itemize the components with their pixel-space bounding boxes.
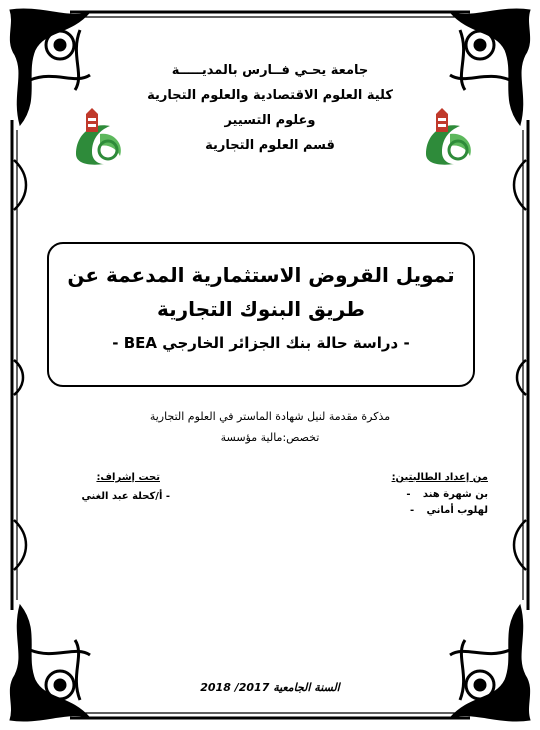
faculty-name-cont: وعلوم التسيير	[224, 113, 316, 128]
faculty-name: كلية العلوم الاقتصادية والعلوم التجارية	[147, 88, 393, 103]
institution-header	[120, 62, 420, 162]
student-name	[392, 489, 488, 500]
thesis-note: مذكرة مقدمة لنيل شهادة الماستر في العلوم التجارية	[149, 410, 391, 423]
thesis-subtitle: - دراسة حالة بنك الجزائر الخارجي BEA -	[112, 334, 410, 352]
corner-ornament-bottom-right	[450, 605, 530, 721]
supervisor-header: تحت إشراف:	[96, 472, 160, 483]
side-flourish-right	[514, 160, 526, 570]
department-name: قسم العلوم التجارية	[205, 138, 335, 153]
university-logo-icon	[420, 104, 478, 170]
thesis-title-box	[47, 242, 475, 387]
supervisor-section	[60, 472, 170, 502]
corner-ornament-bottom-left	[10, 605, 90, 721]
student-name-text: بن شهرة هند	[422, 489, 488, 500]
students-header: من إعداد الطالبتين:	[391, 472, 488, 483]
academic-year: السنة الجامعية 2017/ 2018	[200, 681, 340, 694]
student-name	[392, 505, 488, 516]
thesis-title: تمويل القروض الاستثمارية المدعمة عن طريق البنوك التجارية	[67, 263, 455, 321]
specialty-line: تخصص:مالية مؤسسة	[220, 431, 320, 444]
student-name-text: لهلوب أماني	[426, 505, 488, 516]
supervisor-name: - أ/كحلة عبد الغني	[81, 491, 170, 502]
list-dash: -	[406, 489, 411, 500]
list-dash: -	[409, 505, 415, 516]
students-section	[392, 472, 488, 521]
university-name: جامعة يحـي فــارس بالمديـــــة	[171, 63, 369, 78]
side-flourish-left	[14, 160, 26, 570]
